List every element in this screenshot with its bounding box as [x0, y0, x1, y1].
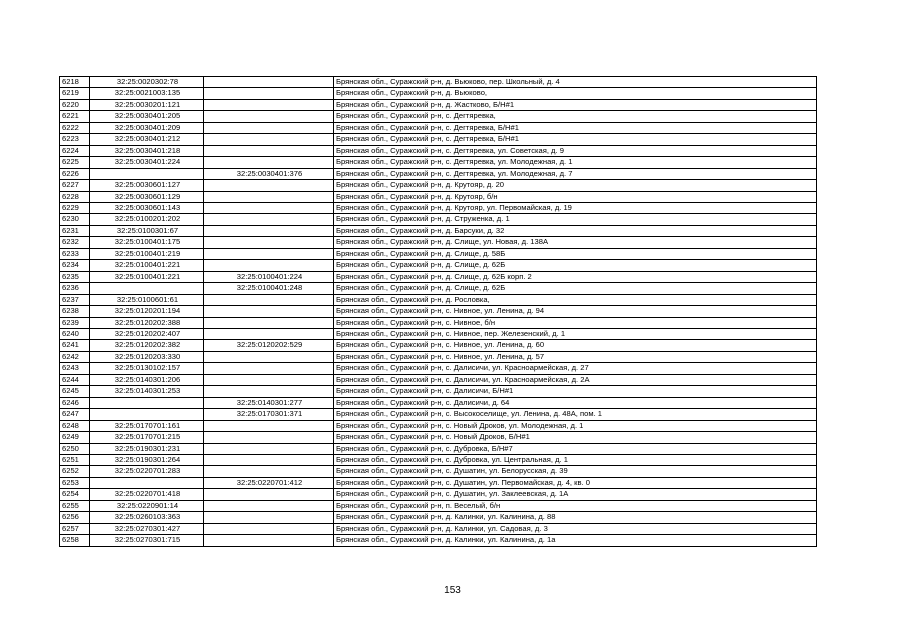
- row-number-cell: 6222: [60, 122, 90, 133]
- address-cell: Брянская обл., Суражский р-н, д. Струженка, д. 1: [334, 214, 817, 225]
- row-number-cell: 6232: [60, 237, 90, 248]
- row-number-cell: 6238: [60, 306, 90, 317]
- table-row: [60, 340, 817, 351]
- table-row: [60, 248, 817, 259]
- row-number-cell: 6253: [60, 477, 90, 488]
- related-cadastral-number-cell: [204, 466, 334, 477]
- related-cadastral-number-cell: [204, 420, 334, 431]
- table-row: [60, 443, 817, 454]
- cadastral-number-cell: 32:25:0270301:715: [90, 535, 204, 546]
- related-cadastral-number-cell: [204, 145, 334, 156]
- address-cell: Брянская обл., Суражский р-н, д. Слище, ул. Новая, д. 138А: [334, 237, 817, 248]
- related-cadastral-number-cell: 32:25:0170301:371: [204, 409, 334, 420]
- row-number-cell: 6220: [60, 99, 90, 110]
- table-row: [60, 454, 817, 465]
- cadastral-number-cell: 32:25:0021003:135: [90, 88, 204, 99]
- row-number-cell: 6256: [60, 512, 90, 523]
- related-cadastral-number-cell: [204, 432, 334, 443]
- cadastral-number-cell: [90, 168, 204, 179]
- table-row: [60, 180, 817, 191]
- table-row: [60, 237, 817, 248]
- cadastral-number-cell: 32:25:0120202:382: [90, 340, 204, 351]
- address-cell: Брянская обл., Суражский р-н, с. Далисичи, Б/Н#1: [334, 386, 817, 397]
- cadastral-number-cell: 32:25:0220701:283: [90, 466, 204, 477]
- cadastral-number-cell: 32:25:0020302:78: [90, 77, 204, 88]
- row-number-cell: 6246: [60, 397, 90, 408]
- cadastral-number-cell: 32:25:0120201:194: [90, 306, 204, 317]
- row-number-cell: 6236: [60, 283, 90, 294]
- cadastral-number-cell: [90, 397, 204, 408]
- cadastral-number-cell: 32:25:0140301:206: [90, 374, 204, 385]
- address-cell: Брянская обл., Суражский р-н, с. Высокоселище, ул. Ленина, д. 48А, пом. 1: [334, 409, 817, 420]
- table-row: [60, 260, 817, 271]
- related-cadastral-number-cell: [204, 237, 334, 248]
- address-cell: Брянская обл., Суражский р-н, д. Крутояр, ул. Первомайская, д. 19: [334, 202, 817, 213]
- address-cell: Брянская обл., Суражский р-н, с. Душатин, ул. Белорусская, д. 39: [334, 466, 817, 477]
- table-row: [60, 283, 817, 294]
- cadastral-number-cell: 32:25:0100301:67: [90, 225, 204, 236]
- cadastral-number-cell: 32:25:0170701:161: [90, 420, 204, 431]
- related-cadastral-number-cell: [204, 77, 334, 88]
- cadastral-number-cell: [90, 409, 204, 420]
- address-cell: Брянская обл., Суражский р-н, с. Дубровка, Б/Н#7: [334, 443, 817, 454]
- related-cadastral-number-cell: [204, 317, 334, 328]
- row-number-cell: 6227: [60, 180, 90, 191]
- row-number-cell: 6244: [60, 374, 90, 385]
- address-cell: Брянская обл., Суражский р-н, п. Веселый, б/н: [334, 500, 817, 511]
- property-register-table: [59, 76, 817, 547]
- cadastral-number-cell: 32:25:0120202:388: [90, 317, 204, 328]
- address-cell: Брянская обл., Суражский р-н, с. Нивное, пер. Железенский, д. 1: [334, 328, 817, 339]
- related-cadastral-number-cell: [204, 248, 334, 259]
- row-number-cell: 6225: [60, 157, 90, 168]
- table-row: [60, 374, 817, 385]
- address-cell: Брянская обл., Суражский р-н, д. Жастково, Б/Н#1: [334, 99, 817, 110]
- table-row: [60, 432, 817, 443]
- table-row: [60, 489, 817, 500]
- row-number-cell: 6247: [60, 409, 90, 420]
- related-cadastral-number-cell: 32:25:0140301:277: [204, 397, 334, 408]
- row-number-cell: 6237: [60, 294, 90, 305]
- row-number-cell: 6229: [60, 202, 90, 213]
- cadastral-number-cell: 32:25:0270301:427: [90, 523, 204, 534]
- address-cell: Брянская обл., Суражский р-н, с. Далисичи, ул. Красноармейская, д. 27: [334, 363, 817, 374]
- table-row: [60, 111, 817, 122]
- cadastral-number-cell: 32:25:0030401:218: [90, 145, 204, 156]
- address-cell: Брянская обл., Суражский р-н, с. Дегтяревка, ул. Советская, д. 9: [334, 145, 817, 156]
- row-number-cell: 6224: [60, 145, 90, 156]
- table-row: [60, 351, 817, 362]
- table-row: [60, 77, 817, 88]
- cadastral-number-cell: 32:25:0170701:215: [90, 432, 204, 443]
- table-row: [60, 306, 817, 317]
- cadastral-number-cell: 32:25:0100201:202: [90, 214, 204, 225]
- row-number-cell: 6254: [60, 489, 90, 500]
- related-cadastral-number-cell: [204, 489, 334, 500]
- cadastral-number-cell: 32:25:0030401:209: [90, 122, 204, 133]
- address-cell: Брянская обл., Суражский р-н, д. Слище, д. 62Б: [334, 283, 817, 294]
- related-cadastral-number-cell: 32:25:0120202:529: [204, 340, 334, 351]
- row-number-cell: 6242: [60, 351, 90, 362]
- address-cell: Брянская обл., Суражский р-н, д. Калинки, ул. Садовая, д. 3: [334, 523, 817, 534]
- cadastral-number-cell: 32:25:0190301:264: [90, 454, 204, 465]
- table-row: [60, 535, 817, 546]
- table-row: [60, 202, 817, 213]
- related-cadastral-number-cell: [204, 225, 334, 236]
- table-row: [60, 145, 817, 156]
- cadastral-number-cell: 32:25:0030401:212: [90, 134, 204, 145]
- address-cell: Брянская обл., Суражский р-н, с. Дегтяревка, Б/Н#1: [334, 122, 817, 133]
- related-cadastral-number-cell: [204, 500, 334, 511]
- table-row: [60, 409, 817, 420]
- related-cadastral-number-cell: [204, 363, 334, 374]
- cadastral-number-cell: 32:25:0260103:363: [90, 512, 204, 523]
- related-cadastral-number-cell: [204, 328, 334, 339]
- row-number-cell: 6243: [60, 363, 90, 374]
- table-body: [60, 77, 817, 547]
- table-row: [60, 317, 817, 328]
- table-row: [60, 122, 817, 133]
- table-row: [60, 134, 817, 145]
- table-row: [60, 477, 817, 488]
- address-cell: Брянская обл., Суражский р-н, д. Слище, д. 62Б: [334, 260, 817, 271]
- related-cadastral-number-cell: [204, 122, 334, 133]
- related-cadastral-number-cell: [204, 523, 334, 534]
- row-number-cell: 6235: [60, 271, 90, 282]
- cadastral-number-cell: 32:25:0100601:61: [90, 294, 204, 305]
- address-cell: Брянская обл., Суражский р-н, с. Новый Дроков, ул. Молодежная, д. 1: [334, 420, 817, 431]
- related-cadastral-number-cell: [204, 111, 334, 122]
- table-row: [60, 88, 817, 99]
- related-cadastral-number-cell: [204, 351, 334, 362]
- table-row: [60, 512, 817, 523]
- table-row: [60, 363, 817, 374]
- cadastral-number-cell: 32:25:0030601:129: [90, 191, 204, 202]
- related-cadastral-number-cell: [204, 535, 334, 546]
- related-cadastral-number-cell: [204, 512, 334, 523]
- address-cell: Брянская обл., Суражский р-н, д. Вьюково,: [334, 88, 817, 99]
- table-row: [60, 328, 817, 339]
- row-number-cell: 6251: [60, 454, 90, 465]
- address-cell: Брянская обл., Суражский р-н, д. Крутояр, б/н: [334, 191, 817, 202]
- address-cell: Брянская обл., Суражский р-н, с. Дегтяревка,: [334, 111, 817, 122]
- related-cadastral-number-cell: [204, 386, 334, 397]
- cadastral-number-cell: 32:25:0100401:221: [90, 260, 204, 271]
- address-cell: Брянская обл., Суражский р-н, с. Дегтяревка, ул. Молодежная, д. 7: [334, 168, 817, 179]
- document-page: [59, 76, 817, 547]
- table-row: [60, 523, 817, 534]
- related-cadastral-number-cell: [204, 306, 334, 317]
- address-cell: Брянская обл., Суражский р-н, с. Нивное, ул. Ленина, д. 60: [334, 340, 817, 351]
- related-cadastral-number-cell: 32:25:0220701:412: [204, 477, 334, 488]
- cadastral-number-cell: 32:25:0220701:418: [90, 489, 204, 500]
- cadastral-number-cell: 32:25:0030401:224: [90, 157, 204, 168]
- address-cell: Брянская обл., Суражский р-н, с. Нивное, ул. Ленина, д. 94: [334, 306, 817, 317]
- address-cell: Брянская обл., Суражский р-н, д. Крутояр, д. 20: [334, 180, 817, 191]
- address-cell: Брянская обл., Суражский р-н, д. Слище, д. 58Б: [334, 248, 817, 259]
- row-number-cell: 6258: [60, 535, 90, 546]
- related-cadastral-number-cell: [204, 134, 334, 145]
- cadastral-number-cell: 32:25:0030201:121: [90, 99, 204, 110]
- row-number-cell: 6245: [60, 386, 90, 397]
- address-cell: Брянская обл., Суражский р-н, с. Далисичи, ул. Красноармейская, д. 2А: [334, 374, 817, 385]
- table-row: [60, 191, 817, 202]
- related-cadastral-number-cell: [204, 260, 334, 271]
- cadastral-number-cell: 32:25:0120202:407: [90, 328, 204, 339]
- address-cell: Брянская обл., Суражский р-н, с. Дегтяревка, ул. Молодежная, д. 1: [334, 157, 817, 168]
- cadastral-number-cell: 32:25:0220901:14: [90, 500, 204, 511]
- table-row: [60, 466, 817, 477]
- cadastral-number-cell: 32:25:0130102:157: [90, 363, 204, 374]
- row-number-cell: 6257: [60, 523, 90, 534]
- row-number-cell: 6255: [60, 500, 90, 511]
- related-cadastral-number-cell: [204, 374, 334, 385]
- address-cell: Брянская обл., Суражский р-н, с. Дубровка, ул. Центральная, д. 1: [334, 454, 817, 465]
- address-cell: Брянская обл., Суражский р-н, с. Нивное, ул. Ленина, д. 57: [334, 351, 817, 362]
- address-cell: Брянская обл., Суражский р-н, д. Рословка,: [334, 294, 817, 305]
- address-cell: Брянская обл., Суражский р-н, с. Новый Дроков, Б/Н#1: [334, 432, 817, 443]
- address-cell: Брянская обл., Суражский р-н, с. Душатин, ул. Первомайская, д. 4, кв. 0: [334, 477, 817, 488]
- related-cadastral-number-cell: [204, 191, 334, 202]
- row-number-cell: 6226: [60, 168, 90, 179]
- address-cell: Брянская обл., Суражский р-н, с. Нивное, б/н: [334, 317, 817, 328]
- address-cell: Брянская обл., Суражский р-н, с. Душатин, ул. Заклеевская, д. 1А: [334, 489, 817, 500]
- row-number-cell: 6248: [60, 420, 90, 431]
- address-cell: Брянская обл., Суражский р-н, д. Барсуки, д. 32: [334, 225, 817, 236]
- related-cadastral-number-cell: [204, 99, 334, 110]
- cadastral-number-cell: 32:25:0100401:175: [90, 237, 204, 248]
- row-number-cell: 6239: [60, 317, 90, 328]
- row-number-cell: 6250: [60, 443, 90, 454]
- cadastral-number-cell: 32:25:0100401:219: [90, 248, 204, 259]
- related-cadastral-number-cell: [204, 454, 334, 465]
- row-number-cell: 6233: [60, 248, 90, 259]
- cadastral-number-cell: 32:25:0190301:231: [90, 443, 204, 454]
- related-cadastral-number-cell: [204, 88, 334, 99]
- related-cadastral-number-cell: 32:25:0100401:248: [204, 283, 334, 294]
- cadastral-number-cell: [90, 283, 204, 294]
- row-number-cell: 6230: [60, 214, 90, 225]
- table-row: [60, 168, 817, 179]
- address-cell: Брянская обл., Суражский р-н, д. Калинки, ул. Калинина, д. 1а: [334, 535, 817, 546]
- row-number-cell: 6221: [60, 111, 90, 122]
- row-number-cell: 6219: [60, 88, 90, 99]
- address-cell: Брянская обл., Суражский р-н, с. Дегтяревка, Б/Н#1: [334, 134, 817, 145]
- table-row: [60, 386, 817, 397]
- address-cell: Брянская обл., Суражский р-н, с. Далисичи, д. 64: [334, 397, 817, 408]
- cadastral-number-cell: [90, 477, 204, 488]
- cadastral-number-cell: 32:25:0140301:253: [90, 386, 204, 397]
- related-cadastral-number-cell: [204, 180, 334, 191]
- row-number-cell: 6228: [60, 191, 90, 202]
- related-cadastral-number-cell: [204, 443, 334, 454]
- cadastral-number-cell: 32:25:0100401:221: [90, 271, 204, 282]
- related-cadastral-number-cell: [204, 294, 334, 305]
- row-number-cell: 6231: [60, 225, 90, 236]
- related-cadastral-number-cell: [204, 214, 334, 225]
- table-row: [60, 157, 817, 168]
- table-row: [60, 294, 817, 305]
- row-number-cell: 6218: [60, 77, 90, 88]
- row-number-cell: 6234: [60, 260, 90, 271]
- related-cadastral-number-cell: [204, 157, 334, 168]
- table-row: [60, 271, 817, 282]
- address-cell: Брянская обл., Суражский р-н, д. Калинки, ул. Калинина, д. 88: [334, 512, 817, 523]
- table-row: [60, 420, 817, 431]
- row-number-cell: 6249: [60, 432, 90, 443]
- table-row: [60, 397, 817, 408]
- row-number-cell: 6223: [60, 134, 90, 145]
- cadastral-number-cell: 32:25:0030401:205: [90, 111, 204, 122]
- table-row: [60, 500, 817, 511]
- related-cadastral-number-cell: [204, 202, 334, 213]
- related-cadastral-number-cell: 32:25:0100401:224: [204, 271, 334, 282]
- row-number-cell: 6252: [60, 466, 90, 477]
- cadastral-number-cell: 32:25:0030601:143: [90, 202, 204, 213]
- page-number: 153: [444, 585, 461, 596]
- related-cadastral-number-cell: 32:25:0030401:376: [204, 168, 334, 179]
- address-cell: Брянская обл., Суражский р-н, д. Вьюково, пер. Школьный, д. 4: [334, 77, 817, 88]
- table-row: [60, 225, 817, 236]
- address-cell: Брянская обл., Суражский р-н, д. Слище, д. 62Б корп. 2: [334, 271, 817, 282]
- row-number-cell: 6241: [60, 340, 90, 351]
- cadastral-number-cell: 32:25:0120203:330: [90, 351, 204, 362]
- cadastral-number-cell: 32:25:0030601:127: [90, 180, 204, 191]
- row-number-cell: 6240: [60, 328, 90, 339]
- table-row: [60, 214, 817, 225]
- table-row: [60, 99, 817, 110]
